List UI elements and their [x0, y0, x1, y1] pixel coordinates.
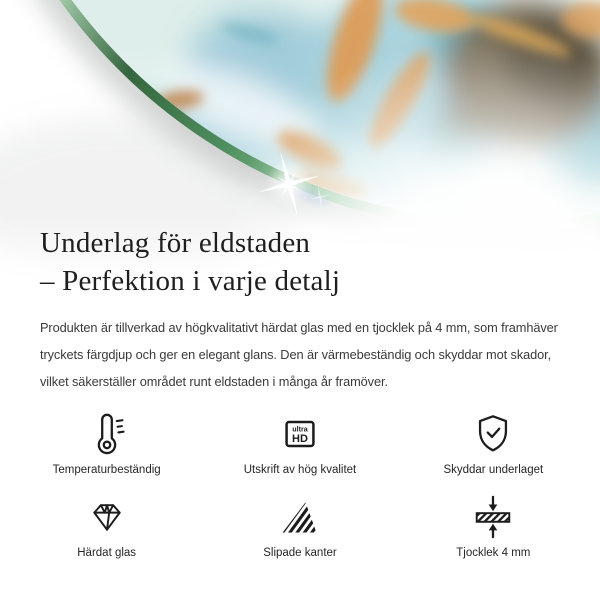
hd-text: HD	[292, 433, 308, 446]
feature-polished-edges	[203, 494, 396, 559]
beveled-edges-icon	[278, 495, 322, 539]
thickness-icon	[470, 494, 516, 540]
feature-thickness	[397, 494, 590, 559]
title-line-2: – Perfektion i varje detalj	[40, 265, 341, 297]
feature-label: Tjocklek 4 mm	[456, 547, 531, 559]
feature-label: Slipade kanter	[263, 547, 337, 559]
ultra-text: ultra	[292, 425, 308, 434]
description-line-1: Produkten är tillverkad av högkvalitativt härdat glas med en tjocklek på 4 mm, som framhäver	[40, 320, 558, 335]
diamond-icon	[86, 496, 128, 538]
feature-print-quality	[203, 411, 396, 476]
feature-label: Skyddar underlaget	[443, 464, 544, 476]
description-line-3: vilket säkerställer området runt eldstaden i många år framöver.	[40, 374, 388, 389]
feature-label: Temperaturbeständig	[52, 464, 161, 476]
feature-label: Härdat glas	[77, 547, 137, 559]
feature-temperature-resistant	[10, 411, 203, 476]
feature-label: Utskrift av hög kvalitet	[243, 464, 357, 476]
feature-icon-box	[278, 494, 322, 540]
shield-check-icon	[470, 411, 516, 457]
description-line-2: tryckets färgdjup och ger en elegant glans. Den är värmebeständig och skyddar mot skador,	[40, 347, 552, 362]
feature-icon-box	[86, 494, 128, 540]
feature-icon-box	[277, 411, 323, 457]
feature-icon-box	[470, 494, 516, 540]
features-grid	[10, 411, 590, 559]
feature-icon-box	[84, 411, 130, 457]
feature-icon-box	[470, 411, 516, 457]
ultra-hd-icon	[277, 411, 323, 457]
feature-protects-surface	[397, 411, 590, 476]
title-line-1: Underlag för eldstaden	[40, 227, 311, 259]
feature-tempered-glass	[10, 494, 203, 559]
page-title	[40, 224, 560, 300]
product-description	[40, 314, 560, 395]
thermometer-icon	[84, 411, 130, 457]
